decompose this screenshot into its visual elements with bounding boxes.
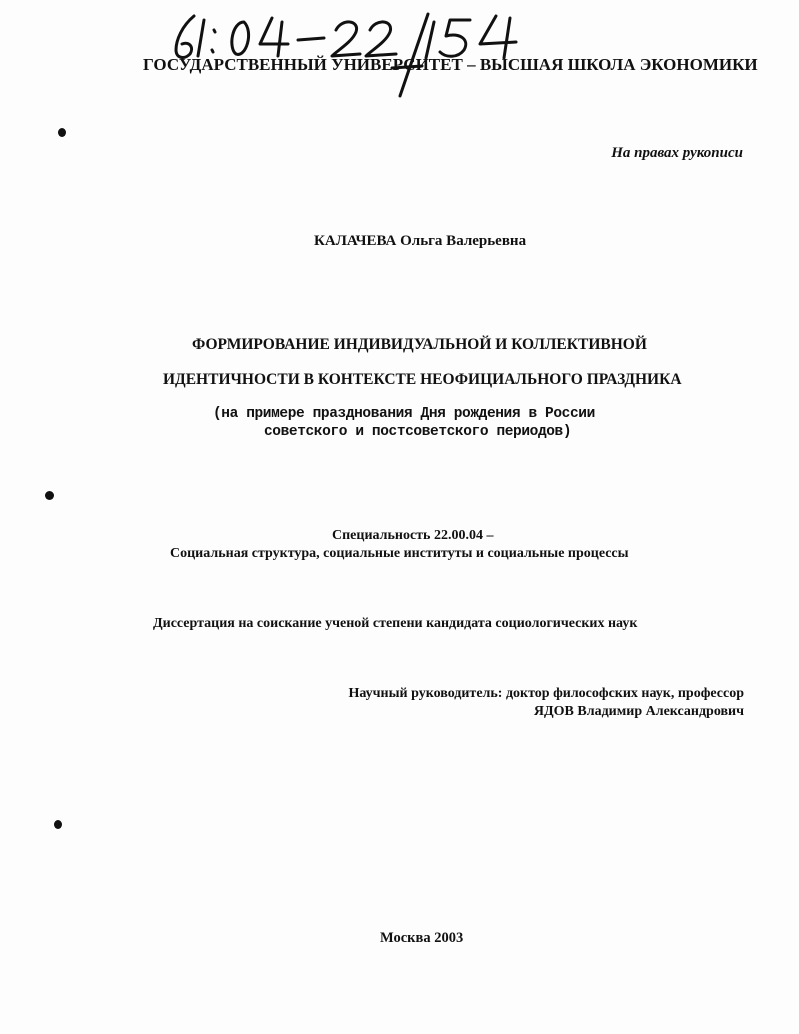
- scan-speck: [54, 820, 62, 829]
- thesis-title-line-2: ИДЕНТИЧНОСТИ В КОНТЕКСТЕ НЕОФИЦИАЛЬНОГО ПРАЗДНИКА: [163, 371, 682, 388]
- thesis-subtitle-line-1: (на примере празднования Дня рождения в России: [213, 406, 595, 422]
- university-name: ГОСУДАРСТВЕННЫЙ УНИВЕРСИТЕТ – ВЫСШАЯ ШКОЛА ЭКОНОМИКИ: [143, 55, 758, 74]
- author-name: [314, 233, 526, 250]
- specialty-code: Специальность 22.00.04 –: [332, 528, 494, 543]
- scan-speck: [45, 491, 54, 500]
- scan-speck: [58, 128, 66, 137]
- handwritten-archive-code: [160, 8, 580, 98]
- advisor-title: Научный руководитель: доктор философских наук, профессор: [348, 686, 744, 701]
- city-year: Москва 2003: [380, 930, 464, 946]
- degree-statement: Диссертация на соискание ученой степени кандидата социологических наук: [153, 616, 638, 631]
- advisor-name: ЯДОВ Владимир Александрович: [533, 704, 744, 719]
- thesis-subtitle-line-2: советского и постсоветского периодов): [264, 424, 572, 440]
- author-given-name: Ольга Валерьевна: [400, 233, 527, 249]
- author-surname: КАЛАЧЕВА: [314, 233, 397, 249]
- manuscript-rights-note: На правах рукописи: [611, 145, 743, 161]
- specialty-description: Социальная структура, социальные институты и социальные процессы: [170, 546, 629, 561]
- thesis-title-line-1: ФОРМИРОВАНИЕ ИНДИВИДУАЛЬНОЙ И КОЛЛЕКТИВНОЙ: [192, 336, 647, 353]
